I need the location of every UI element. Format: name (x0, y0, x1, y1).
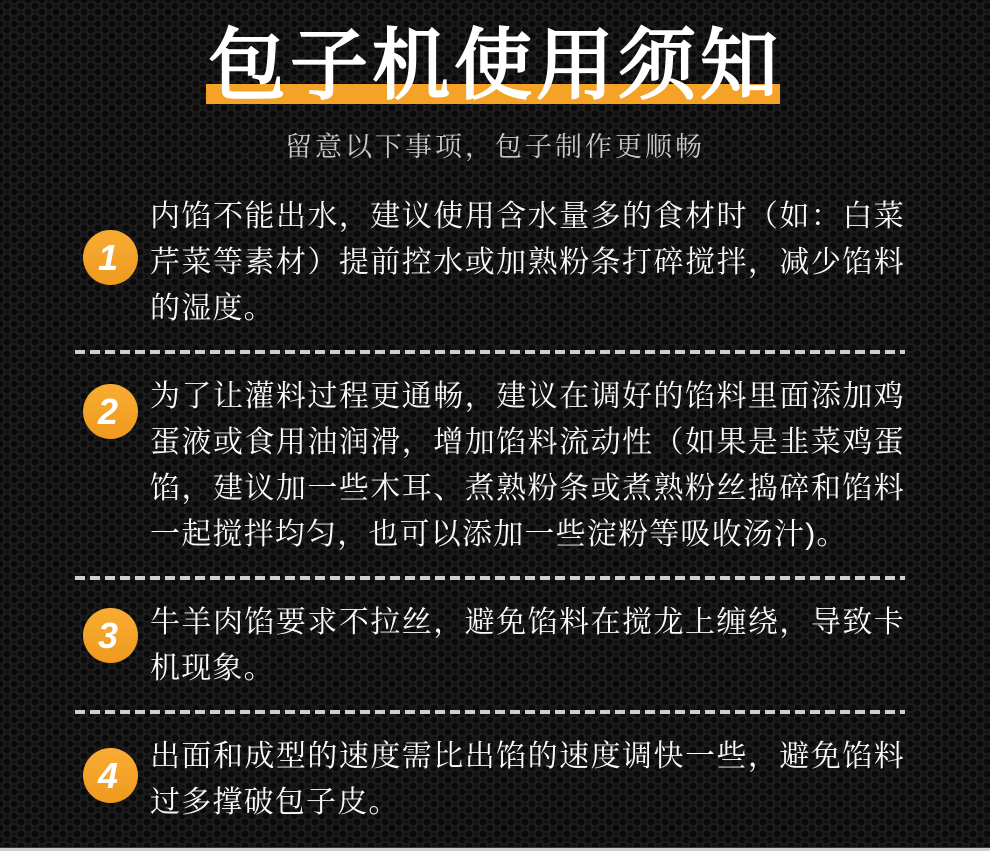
bottom-edge-strip (0, 847, 990, 851)
dashed-divider-2 (75, 576, 905, 580)
notice-item-4 (83, 734, 905, 826)
item-number-2: 2 (97, 390, 119, 432)
notice-list (0, 194, 990, 826)
item-number-badge-3 (83, 608, 138, 663)
page-title-text: 包子机使用须知 (207, 21, 782, 109)
item-text-3: 牛羊肉馅要求不拉丝，避免馅料在搅龙上缠绕，导致卡机现象。 (150, 606, 905, 686)
header (0, 0, 990, 164)
page-subtitle: 留意以下事项，包子制作更顺畅 (285, 132, 705, 163)
item-number-badge-2 (83, 384, 138, 439)
item-number-3: 3 (97, 614, 119, 656)
notice-item-2 (83, 374, 905, 558)
item-number-badge-1 (83, 230, 138, 285)
item-number-badge-4 (83, 748, 138, 803)
item-text-4: 出面和成型的速度需比出馅的速度调快一些，避免馅料过多撑破包子皮。 (150, 740, 905, 820)
dashed-divider-1 (75, 350, 905, 354)
item-number-4: 4 (97, 754, 119, 796)
notice-item-3 (83, 600, 905, 692)
item-text-1: 内馅不能出水，建议使用含水量多的食材时（如：白菜芹菜等素材）提前控水或加熟粉条打碎搅拌，减少馅料的湿度。 (150, 200, 905, 326)
item-number-1: 1 (97, 236, 119, 278)
notice-item-1 (83, 194, 905, 332)
item-text-2: 为了让灌料过程更通畅，建议在调好的馅料里面添加鸡蛋液或食用油润滑，增加馅料流动性（如果是韭菜鸡蛋馅，建议加一些木耳、煮熟粉条或煮熟粉丝捣碎和馅料一起搅拌均匀，也可以添加一些淀粉等吸收汤汁)。 (150, 380, 905, 552)
page-title (208, 22, 782, 109)
dashed-divider-3 (75, 710, 905, 714)
